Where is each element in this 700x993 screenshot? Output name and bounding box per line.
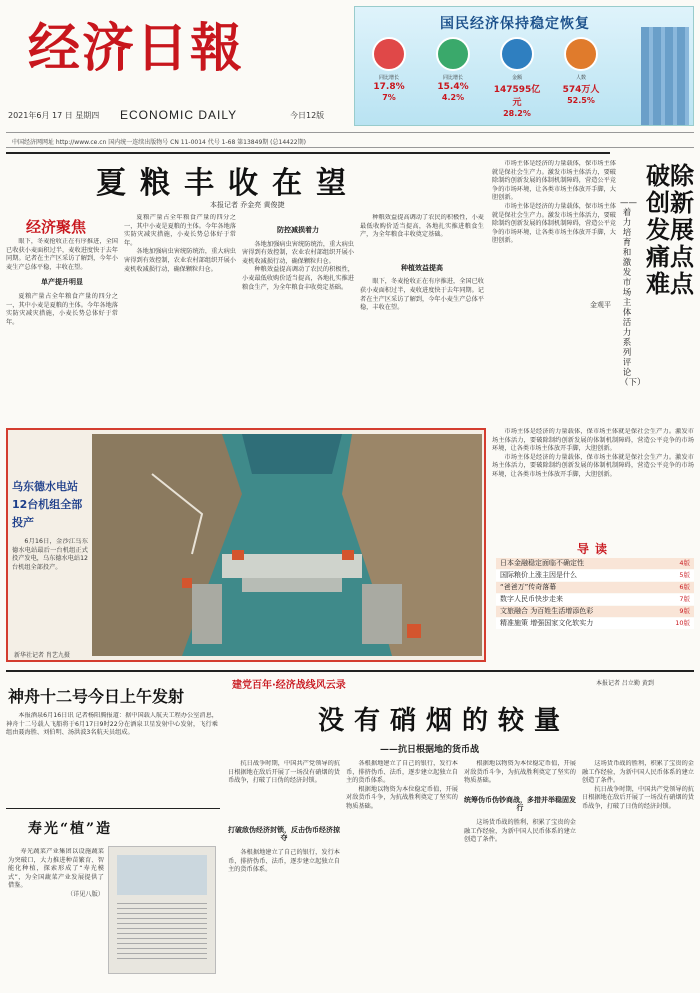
paragraph: 眼下，冬麦抢收正在有序推进，全国已收获小麦面积过半，麦收进度快于去年同期。记者在主产区采访了解到，今年小麦生产总体平稳，丰收在望。 (360, 278, 484, 312)
cell-caption: 同比增长 (378, 75, 399, 81)
photo-title: 乌东德水电站12台机组全部投产 (12, 480, 83, 529)
thumbnail-text (117, 903, 207, 963)
paragraph: 抗日战争时期，中国共产党领导的抗日根据地在敌后开展了一场没有硝烟的货币战争，打破了日伪的经济封锁。 (582, 785, 694, 810)
cell-caption: 人数 (575, 75, 586, 81)
guide-item-label: 数字人民币快步走来 (500, 595, 563, 603)
guide-item-page: 10版 (675, 619, 690, 627)
paragraph: 夏粮产量占全年粮食产量的四分之一，其中小麦是夏粮的主体。今年各地落实防灾减灾措施，小麦长势总体好于常年。 (124, 214, 236, 247)
commentary-column-1 (492, 160, 616, 420)
page-count: 今日12版 (290, 111, 325, 120)
commentary-title: 破除创新发展痛点难点 (646, 161, 694, 298)
guide-item-label: 精准施策 增强国家文化软实力 (500, 619, 594, 627)
commentary-byline: 金观平 (590, 301, 611, 309)
lead-column-4 (360, 214, 484, 418)
paragraph: 根据地以物资为本位稳定币值，开展对敌货币斗争，为抗战胜利奠定了坚实的物质基础。 (346, 785, 458, 810)
infographic-cell (363, 37, 415, 102)
guide-item-label: 文旅融合 为百姓生活增添色彩 (500, 607, 594, 615)
paragraph: 这场货币战的胜利，积累了宝贵的金融工作经验，为新中国人民币体系的建立创造了条件。 (464, 818, 576, 844)
guide-item-page: 6版 (679, 583, 690, 591)
cell-value: 15.4% (437, 82, 469, 92)
guide-item[interactable] (496, 594, 694, 605)
top-rule (6, 152, 610, 154)
paragraph: 各根据地建立了自己的银行，发行本币，排挤伪币、法币，逐步建立起独立自主的货币体系。 (228, 848, 340, 874)
cell-caption: 金额 (511, 75, 522, 81)
guide-item-label: 日本金融稳定面临不确定性 (500, 559, 584, 567)
lead-byline: 本报记者 乔金亮 黄俊捷 (210, 201, 285, 209)
infographic-title: 国民经济保持稳定恢复 (440, 16, 590, 32)
shenzhou-headline: 神舟十二号今日上午发射 (8, 687, 185, 706)
lead-subhead: 防控减损着力 (277, 226, 319, 234)
paragraph: 这场货币战的胜利，积累了宝贵的金融工作经验，为新中国人民币体系的建立创造了条件。 (582, 760, 694, 785)
guide-item[interactable] (496, 606, 694, 617)
masthead-title: 经济日報 (28, 18, 245, 79)
guide-item[interactable] (496, 558, 694, 569)
paragraph: 各地加强病虫害统防统治，重大病虫害得到有效控制，农业农村部组织开展小麦机收减损行动，确保颗粒归仓。 (124, 248, 236, 273)
photo-credit: 新华社记者 肖艺九摄 (14, 652, 70, 659)
masthead-info-bar: 中国经济网网址 http://www.ce.cn 国内统一连续出版物号 CN 11-0014 代号 1-68 第13849期 (总14422期) (6, 132, 694, 148)
paragraph: 寿光蔬菜产业集团以设施蔬菜为突破口，大力推进种苗繁育、智能化种植，探索形成了“寿光模式”，为全国蔬菜产业发展提供了借鉴。 (8, 848, 104, 890)
paragraph: 抗日战争时期，中国共产党领导的抗日根据地在敌后开展了一场没有硝烟的货币战争，打破了日伪的经济封锁。 (228, 760, 340, 785)
paragraph: 种粮效益提高调动了农民的积极性，小麦最低收购价适当提高，各地扎实推进粮食生产，为全年粮食丰收奠定基础。 (360, 214, 484, 239)
factory-icon (372, 37, 406, 71)
cell-value: 17.8% (373, 82, 405, 92)
history-byline: 本报记者 吕立勤 黄到 (596, 680, 654, 687)
lead-column-1 (6, 238, 118, 418)
english-name: ECONOMIC DAILY (120, 108, 238, 122)
shenzhou-body (6, 712, 218, 802)
history-subhead: 打破敌伪经济封锁，反击伪币经济掠夺 (228, 825, 340, 843)
commentary-column-2 (492, 428, 694, 534)
divider (6, 808, 220, 809)
history-subhead: 统筹伪币伪钞商战，多措并举稳固发行 (464, 795, 576, 813)
shouguang-headline: 寿光“植”造 (28, 821, 113, 837)
paragraph: 市场主体是经济的力量载体，保市场主体就是保社会生产力。激发市场主体活力，要破除制约创新发展的体制机制障碍，营造公平竞争的市场环境，让各类市场主体放开手脚，大胆创新。 (492, 160, 616, 202)
shipping-icon (500, 37, 534, 71)
retail-icon (436, 37, 470, 71)
lead-headline: 夏粮丰收在望 (96, 166, 360, 201)
cell-caption: 同比增长 (442, 75, 463, 81)
photo-caption (12, 538, 88, 646)
paragraph: 根据地以物资为本位稳定币值，开展对敌货币斗争，为抗战胜利奠定了坚实的物质基础。 (464, 760, 576, 785)
guide-item-page: 7版 (679, 595, 690, 603)
cell-value: 147595亿元 (493, 85, 541, 108)
shouguang-body (8, 848, 104, 970)
guide-item[interactable] (496, 570, 694, 581)
infographic-cell (427, 37, 479, 102)
shouguang-note: （详见八版） (66, 890, 104, 898)
guide-item[interactable] (496, 618, 694, 629)
history-column-2 (346, 760, 458, 986)
issue-date: 2021年6月 17 日 星期四 (8, 111, 100, 120)
guide-item[interactable] (496, 582, 694, 593)
paragraph: 本报酒泉6月16日讯 记者杨阳腾报道：据中国载人航天工程办公室消息，神舟十二号载人飞船将于6月17日9时22分在酒泉卫星发射中心发射，飞行乘组由聂海胜、刘伯明、汤洪波3名航天员组成。 (6, 712, 218, 737)
lead-subhead: 单产提升明显 (41, 278, 83, 287)
paragraph: 眼下，冬麦抢收正在有序推进，全国已收获小麦面积过半，麦收进度快于去年同期。记者在主产区采访了解到，今年小麦生产总体平稳，丰收在望。 (6, 238, 118, 271)
cell-value: 574万人 (562, 85, 600, 95)
cell-sub-value: 52.5% (567, 96, 595, 105)
history-subtitle: ——抗日根据地的货币战 (380, 745, 480, 755)
thumbnail-photo (117, 855, 207, 895)
economy-infographic (354, 6, 694, 126)
cell-sub-value: 4.2% (441, 93, 465, 102)
history-column-3 (464, 760, 576, 986)
lead-subhead: 种植效益提高 (401, 263, 443, 272)
paragraph: 各地加强病虫害统防统治，重大病虫害得到有效控制，农业农村部组织开展小麦机收减损行动，确保颗粒归仓。 (242, 240, 354, 265)
paragraph: 市场主体是经济的力量载体，保市场主体就是保社会生产力。激发市场主体活力，要破除制约创新发展的体制机制障碍，营造公平竞争的市场环境，让各类市场主体放开手脚，大胆创新。 (492, 453, 694, 478)
infographic-cell (491, 37, 543, 118)
lead-column-2 (124, 214, 236, 418)
lead-column-3 (242, 214, 354, 418)
people-icon (564, 37, 598, 71)
history-headline: 没有硝烟的较量 (318, 706, 571, 736)
city-buildings-illustration (641, 27, 689, 126)
paragraph: 种粮效益提高调动了农民的积极性，小麦最低收购价适当提高，各地扎实推进粮食生产，为全年粮食丰收奠定基础。 (242, 266, 354, 291)
guide-item-label: “爸爸万”传奇落幕 (500, 583, 557, 591)
guide-item-page: 4版 (679, 559, 690, 567)
paragraph: 各根据地建立了自己的银行，发行本币，排挤伪币、法币，逐步建立起独立自主的货币体系。 (346, 760, 458, 785)
history-column-4 (582, 760, 694, 986)
cell-sub-value: 28.2% (503, 109, 531, 118)
history-column-1 (228, 760, 340, 986)
cell-sub-value: 7% (382, 93, 396, 102)
commentary-subtitle: ——着力培育和激发市场主体活力系列评论（下） (620, 198, 646, 388)
paragraph: 市场主体是经济的力量载体，保市场主体就是保社会生产力。激发市场主体活力，要破除制约创新发展的体制机制障碍，营造公平竞争的市场环境，让各类市场主体放开手脚，大胆创新。 (492, 428, 694, 453)
paragraph: 市场主体是经济的力量载体，保市场主体就是保社会生产力。激发市场主体活力，要破除制约创新发展的体制机制障碍，营造公平竞争的市场环境，让各类市场主体放开手脚，大胆创新。 (492, 202, 616, 245)
history-banner: 建党百年·经济战线风云录 (232, 680, 346, 691)
infographic-cell (555, 37, 607, 105)
mid-rule (6, 670, 694, 672)
paragraph: 夏粮产量占全年粮食产量的四分之一，其中小麦是夏粮的主体。今年各地落实防灾减灾措施，小麦长势总体好于常年。 (6, 292, 118, 326)
section-label: 经济聚焦 (26, 218, 87, 236)
guide-item-label: 国际粮价上涨主因是什么 (500, 571, 577, 579)
guide-item-page: 9版 (679, 607, 690, 615)
hydropower-photo (92, 434, 482, 656)
newspaper-thumbnail (108, 846, 216, 974)
guide-item-page: 5版 (679, 571, 690, 579)
guide-box (496, 540, 694, 640)
guide-title: 导读 (576, 542, 613, 556)
paragraph: 6月16日，金沙江乌东德水电站最后一台机组正式投产发电，乌东德水电站12台机组全部投产。 (12, 538, 88, 571)
